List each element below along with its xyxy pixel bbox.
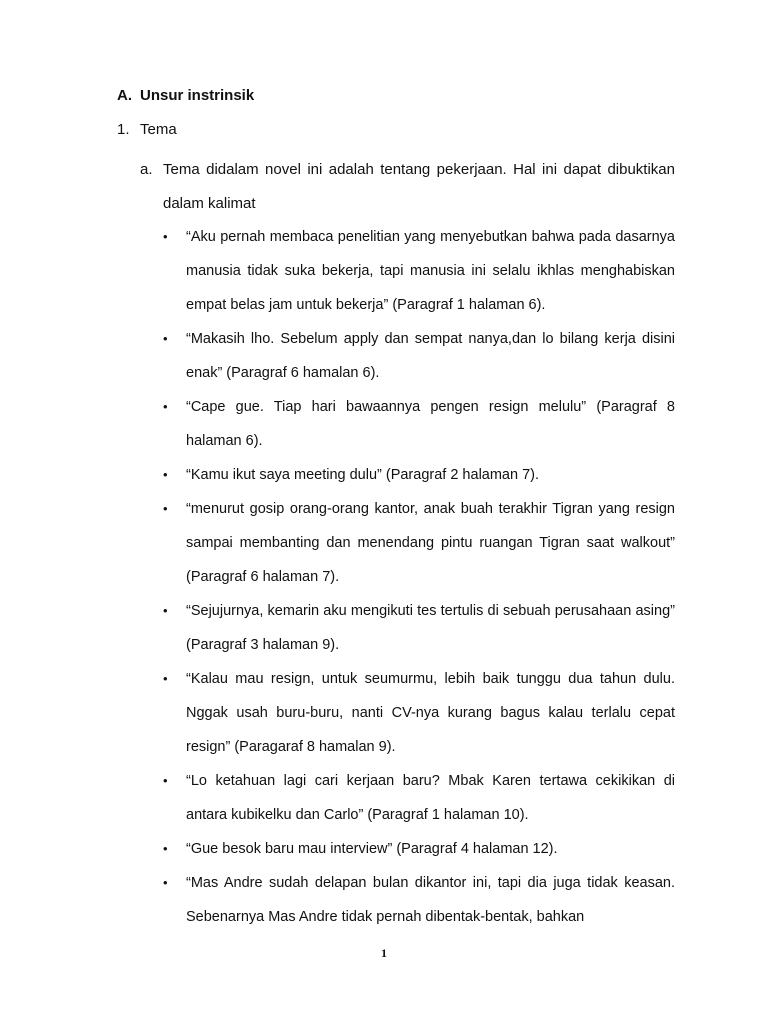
- quote-text: “Kamu ikut saya meeting dulu” (Paragraf 2 halaman 7).: [186, 467, 540, 483]
- list-item: [163, 220, 675, 322]
- quote-text: “Cape gue. Tiap hari bawaannya pengen resign melulu” (Paragraf 8 halaman 6).: [186, 399, 675, 449]
- quote-text: “Sejujurnya, kemarin aku mengikuti tes tertulis di sebuah perusahaan asing” (Paragraf 3 halaman 9).: [186, 603, 675, 653]
- list-item: [163, 662, 675, 764]
- bullet-icon: •: [163, 875, 168, 890]
- bullet-icon: •: [163, 399, 168, 414]
- list-item: [163, 492, 675, 594]
- section-title: Unsur instrinsik: [140, 87, 255, 104]
- subsection-label: 1.: [117, 121, 130, 138]
- quote-text: “Aku pernah membaca penelitian yang menyebutkan bahwa pada dasarnya manusia tidak suka bekerja, tapi manusia ini selalu ikhlas menghabiskan empat belas jam untuk bekerja” (Paragraf 1 halaman 6).: [186, 229, 675, 313]
- list-item: [163, 458, 675, 492]
- bullet-icon: •: [163, 671, 168, 686]
- quote-list: [163, 220, 675, 934]
- page-number: 1: [381, 946, 387, 960]
- subsection-heading: [117, 121, 177, 138]
- list-item: [163, 866, 675, 934]
- subsection-title: Tema: [140, 121, 177, 138]
- bullet-icon: •: [163, 331, 168, 346]
- list-item: [163, 594, 675, 662]
- section-heading: [117, 87, 254, 104]
- quote-text: “menurut gosip orang-orang kantor, anak buah terakhir Tigran yang resign sampai membanting dan menendang pintu ruangan Tigran saat walkout” (Paragraf 6 halaman 7).: [186, 501, 675, 585]
- bullet-icon: •: [163, 773, 168, 788]
- quote-text: “Lo ketahuan lagi cari kerjaan baru? Mbak Karen tertawa cekikikan di antara kubikelku dan Carlo” (Paragraf 1 halaman 10).: [186, 773, 675, 823]
- bullet-icon: •: [163, 501, 168, 516]
- list-item: [163, 832, 675, 866]
- list-item: [163, 764, 675, 832]
- quote-text: “Mas Andre sudah delapan bulan dikantor ini, tapi dia juga tidak keasan. Sebenarnya Mas Andre tidak pernah dibentak-bentak, bahkan: [186, 875, 675, 925]
- point-a: [140, 153, 675, 221]
- bullet-icon: •: [163, 603, 168, 618]
- quote-text: “Gue besok baru mau interview” (Paragraf 4 halaman 12).: [186, 841, 558, 857]
- bullet-icon: •: [163, 467, 168, 482]
- list-item: [163, 390, 675, 458]
- bullet-icon: •: [163, 841, 168, 856]
- list-item: [163, 322, 675, 390]
- section-label: A.: [117, 87, 132, 104]
- bullet-icon: •: [163, 229, 168, 244]
- point-a-label: a.: [140, 161, 153, 178]
- quote-text: “Makasih lho. Sebelum apply dan sempat nanya,dan lo bilang kerja disini enak” (Paragraf 6 hamalan 6).: [186, 331, 675, 381]
- point-a-text: Tema didalam novel ini adalah tentang pekerjaan. Hal ini dapat dibuktikan dalam kalimat: [163, 161, 675, 212]
- quote-text: “Kalau mau resign, untuk seumurmu, lebih baik tunggu dua tahun dulu. Nggak usah buru-buru, nanti CV-nya kurang bagus kalau terlalu cepat resign” (Paragaraf 8 hamalan 9).: [186, 671, 675, 755]
